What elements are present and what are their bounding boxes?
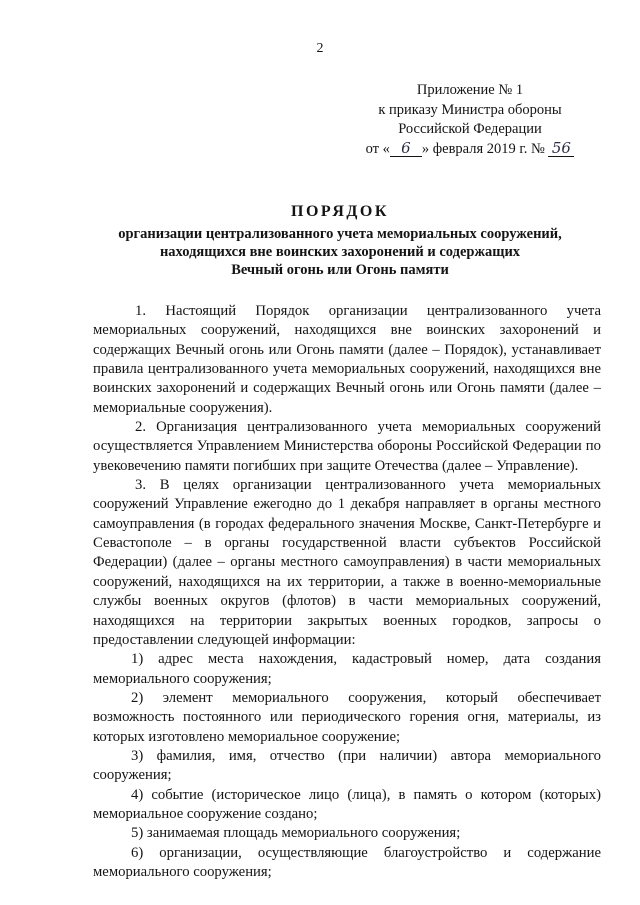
page-number: 2 <box>316 41 324 56</box>
document-title: ПОРЯДОК <box>291 203 389 220</box>
subtitle-line-1: организации централизованного учета мемориальных сооружений, <box>118 226 562 242</box>
document-body <box>93 302 601 882</box>
handwritten-day: 6 <box>390 141 422 157</box>
appendix-date-line <box>360 140 580 160</box>
paragraph-1: 1. Настоящий Порядок организации централизованного учета мемориальных сооружений, находящихся вне воинских захоронений и содержащих Вечный огонь или Огонь памяти (далее – Порядок), устанавливает правила централизованного учета мемориальных сооружений, находящихся вне воинских захоронений и содержащих Вечный огонь или Огонь памяти (далее – мемориальные сооружения). <box>93 303 601 416</box>
date-middle: » февраля 2019 г. № <box>421 140 545 157</box>
date-prefix: от « <box>365 140 390 157</box>
handwritten-order-number: 56 <box>548 141 574 157</box>
appendix-title: Приложение № 1 <box>416 82 524 98</box>
document-title-block <box>80 203 600 279</box>
subtitle-line-2: находящихся вне воинских захоронений и содержащих <box>159 244 521 260</box>
list-item-5: 5) занимаемая площадь мемориального сооружения; <box>131 825 461 842</box>
list-item-4: 4) событие (историческое лицо (лица), в память о котором (которых) мемориальное сооружение создано; <box>93 786 601 822</box>
list-item-1: 1) адрес места нахождения, кадастровый номер, дата создания мемориального сооружения; <box>93 651 601 687</box>
paragraph-2: 2. Организация централизованного учета мемориальных сооружений осуществляется Управлением Министерства обороны Российской Федерации по увековечению памяти погибших при защите Отечества (далее – Управление). <box>93 419 601 474</box>
appendix-order-ref: к приказу Министра обороны <box>378 101 562 118</box>
list-item-3: 3) фамилия, имя, отчество (при наличии) автора мемориального сооружения; <box>93 747 601 784</box>
appendix-country: Российской Федерации <box>398 121 542 137</box>
paragraph-3: 3. В целях организации централизованного учета мемориальных сооружений Управление ежегодно до 1 декабря направляет в органы местного самоуправления (в городах федерального значения Москве, Санкт-Петербурге и Севастополе – в органы государственной власти субъектов Российской Федерации) (далее – органы местного самоуправления) в части мемориальных сооружений, находящихся на их территории, а также в военно-мемориальные службы военных округов (флотов) в части мемориальных сооружений, находящихся на территории закрытых военных городков, запросы о предоставлении следующей информации: <box>93 477 601 648</box>
list-item-6: 6) организации, осуществляющие благоустройство и содержание мемориального сооружения; <box>93 844 601 880</box>
list-item-2: 2) элемент мемориального сооружения, который обеспечивает возможность постоянного или периодического горения огня, материалы, из которых изготовлено мемориальное сооружение; <box>93 689 601 745</box>
subtitle-line-3: Вечный огонь или Огонь памяти <box>231 262 449 278</box>
appendix-header <box>360 81 580 159</box>
